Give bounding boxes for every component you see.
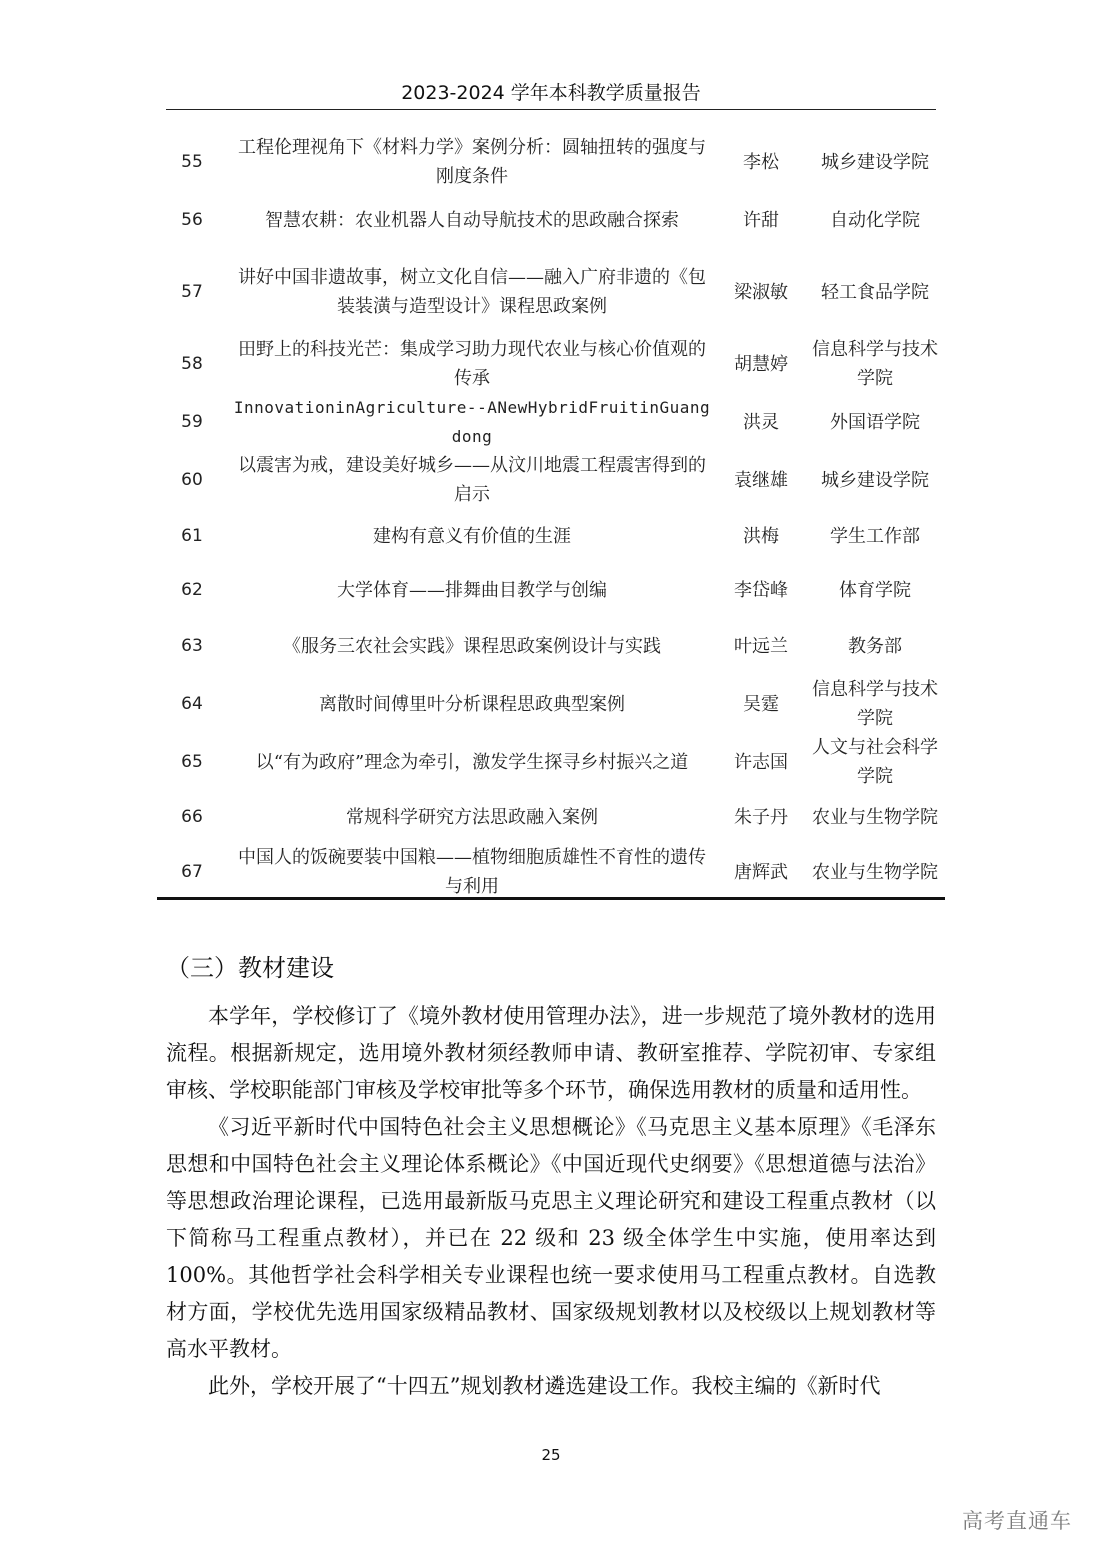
case-teacher: 叶远兰 xyxy=(734,635,788,657)
case-college: 自动化学院 xyxy=(830,209,920,231)
case-teacher: 洪梅 xyxy=(743,525,779,547)
case-title: 工程伦理视角下《材料力学》案例分析：圆轴扭转的强度与刚度条件 xyxy=(238,137,706,187)
case-college: 学生工作部 xyxy=(830,525,920,547)
case-college: 信息科学与技术学院 xyxy=(812,679,938,729)
report-header-title: 2023-2024 学年本科教学质量报告 xyxy=(401,82,701,104)
table-row xyxy=(157,509,945,563)
case-teacher: 李岱峰 xyxy=(734,579,788,601)
paragraph: 《习近平新时代中国特色社会主义思想概论》《马克思主义基本原理》《毛泽东思想和中国特色社会主义理论体系概论》《中国近现代史纲要》《思想道德与法治》等思想政治理论课程，已选用最新版马克思主义理论研究和建设工程重点教材（以下简称马工程重点教材），并已在 22 级和 23 级全体学生中实施，使用率达到 100%。其他哲学社会科学相关专业课程也统一要求使用马工程重点教材。自选教材方面，学校优先选用国家级精品教材、国家级规划教材以及校级以上规划教材等高水平教材。 xyxy=(166,1115,936,1361)
case-teacher: 洪灵 xyxy=(743,411,779,433)
table-row xyxy=(157,191,945,249)
table-row xyxy=(157,843,945,901)
case-college: 轻工食品学院 xyxy=(821,281,929,303)
case-college: 城乡建设学院 xyxy=(821,151,929,173)
case-teacher: 袁继雄 xyxy=(734,469,788,491)
case-title: 讲好中国非遗故事，树立文化自信——融入广府非遗的《包装装潢与造型设计》课程思政案例 xyxy=(238,267,706,317)
case-number: 67 xyxy=(181,861,203,882)
case-title: 智慧农耕：农业机器人自动导航技术的思政融合探索 xyxy=(265,209,679,231)
paragraph: 此外，学校开展了“十四五”规划教材遴选建设工作。我校主编的《新时代 xyxy=(208,1374,881,1398)
table-row xyxy=(157,249,945,335)
table-row xyxy=(157,617,945,675)
case-number: 64 xyxy=(181,693,203,714)
case-title: 田野上的科技光芒：集成学习助力现代农业与核心价值观的传承 xyxy=(238,339,706,389)
case-teacher: 胡慧婷 xyxy=(734,353,788,375)
case-number: 63 xyxy=(181,635,203,656)
case-number: 65 xyxy=(181,751,203,772)
case-number: 56 xyxy=(181,209,203,230)
case-college: 城乡建设学院 xyxy=(821,469,929,491)
case-title: 以“有为政府”理念为牵引，激发学生探寻乡村振兴之道 xyxy=(255,751,689,773)
case-number: 57 xyxy=(181,281,203,302)
case-title: InnovationinAgriculture--ANewHybridFruitinGuangdong xyxy=(233,398,711,446)
case-title: 大学体育——排舞曲目教学与创编 xyxy=(337,579,607,601)
table-row xyxy=(157,335,945,393)
section-heading: （三）教材建设 xyxy=(166,954,334,982)
watermark: 高考直通车 xyxy=(962,1509,1072,1533)
case-college: 体育学院 xyxy=(839,579,911,601)
case-teacher: 梁淑敏 xyxy=(734,281,788,303)
case-number: 66 xyxy=(181,806,203,827)
case-college: 外国语学院 xyxy=(830,411,920,433)
table-row xyxy=(157,393,945,451)
case-number: 61 xyxy=(181,525,203,546)
case-teacher: 朱子丹 xyxy=(734,806,788,828)
table-bottom-rule xyxy=(157,897,945,900)
case-teacher: 李松 xyxy=(743,151,779,173)
case-title: 常规科学研究方法思政融入案例 xyxy=(346,806,598,828)
case-title: 中国人的饭碗要装中国粮——植物细胞质雄性不育性的遗传与利用 xyxy=(238,847,706,897)
body-text xyxy=(166,998,936,1405)
case-number: 55 xyxy=(181,151,203,172)
case-college: 信息科学与技术学院 xyxy=(812,339,938,389)
course-case-table xyxy=(157,133,945,901)
case-college: 人文与社会科学学院 xyxy=(812,737,938,787)
case-title: 《服务三农社会实践》课程思政案例设计与实践 xyxy=(283,635,661,657)
case-teacher: 吴霆 xyxy=(743,693,779,715)
case-number: 58 xyxy=(181,353,203,374)
case-number: 62 xyxy=(181,579,203,600)
case-number: 60 xyxy=(181,469,203,490)
case-college: 农业与生物学院 xyxy=(812,861,938,883)
case-title: 离散时间傅里叶分析课程思政典型案例 xyxy=(319,693,625,715)
table-row xyxy=(157,451,945,509)
case-college: 教务部 xyxy=(848,635,902,657)
table-row xyxy=(157,675,945,733)
table-row xyxy=(157,791,945,843)
header-divider xyxy=(166,109,936,110)
table-row xyxy=(157,733,945,791)
case-teacher: 许甜 xyxy=(743,209,779,231)
case-title: 建构有意义有价值的生涯 xyxy=(373,525,571,547)
paragraph: 本学年，学校修订了《境外教材使用管理办法》，进一步规范了境外教材的选用流程。根据新规定，选用境外教材须经教师申请、教研室推荐、学院初审、专家组审核、学校职能部门审核及学校审批等多个环节，确保选用教材的质量和适用性。 xyxy=(166,1004,936,1102)
table-row xyxy=(157,563,945,617)
page-number: 25 xyxy=(541,1446,561,1464)
case-number: 59 xyxy=(181,411,203,432)
case-title: 以震害为戒，建设美好城乡——从汶川地震工程震害得到的启示 xyxy=(238,455,706,505)
case-teacher: 许志国 xyxy=(734,751,788,773)
case-college: 农业与生物学院 xyxy=(812,806,938,828)
table-row xyxy=(157,133,945,191)
case-teacher: 唐辉武 xyxy=(734,861,788,883)
